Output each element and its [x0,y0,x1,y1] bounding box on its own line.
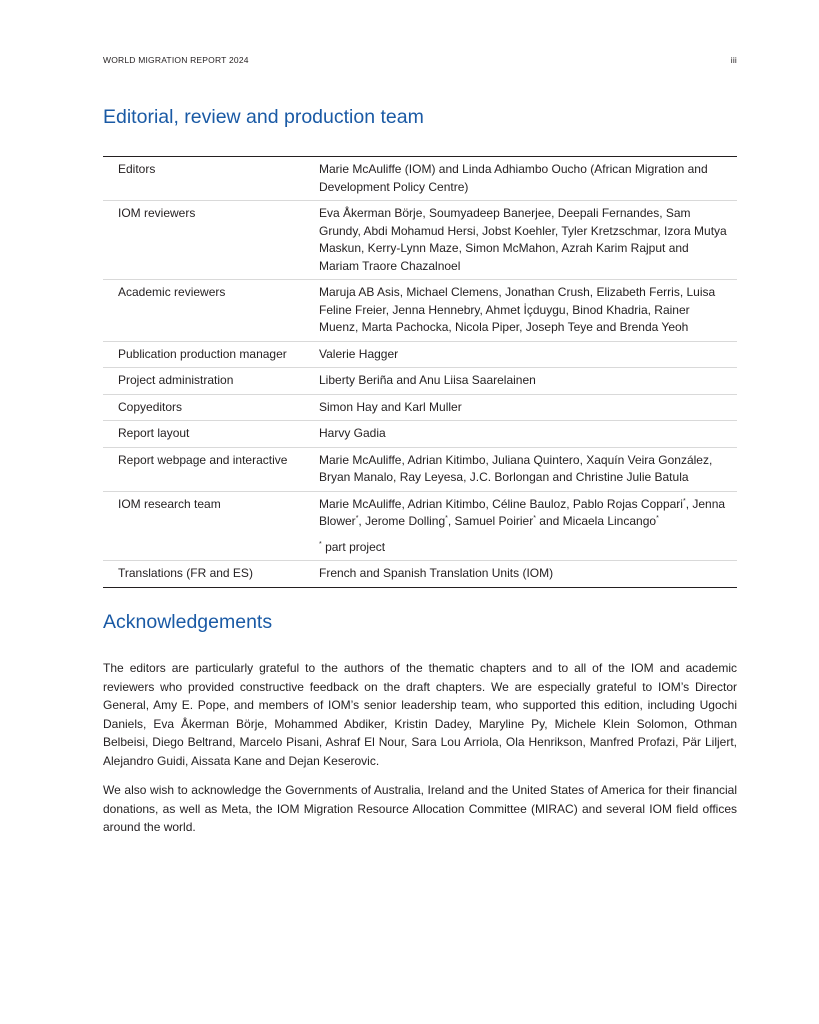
report-title: WORLD MIGRATION REPORT 2024 [103,55,249,65]
members-cell [319,491,737,561]
part-project-marker: * [682,497,686,505]
table-row [103,561,737,588]
team-section-title: Editorial, review and production team [103,106,424,128]
members-cell: Simon Hay and Karl Muller [319,394,737,421]
research-members-text: and Micaela Lincango [535,514,657,528]
research-members-text: , Jenna Blower [319,496,726,528]
research-members-text: , Jerome Dolling [358,514,446,528]
members-cell: Eva Åkerman Börje, Soumyadeep Banerjee, Deepali Fernandes, Sam Grundy, Abdi Mohamud Hersi, Jobst Koehler, Tyler Kretzschmar, Izora Mutya Maskun, Kerry-Lynn Maze, Simon McMahon, Azrah Karim Rajput and Mariam Traore Chazalnoel [319,201,737,280]
part-project-marker: * [656,515,659,522]
role-cell: Academic reviewers [103,280,319,342]
members-cell: French and Spanish Translation Units (IOM) [319,561,737,588]
role-cell: Editors [118,162,156,176]
part-project-marker: * [355,515,359,522]
table-row [103,394,737,421]
footnote-marker: * [319,540,322,548]
acknowledgements-paragraph: We also wish to acknowledge the Governments of Australia, Ireland and the United States of America for their financial donations, as well as Meta, the IOM Migration Resource Allocation Committee (MIRAC) and several IOM field offices around the world. [103,783,737,834]
table-row [103,421,737,448]
footnote [319,539,729,557]
table-row [103,341,737,368]
members-cell: Harvy Gadia [319,421,737,448]
table-row [103,201,737,280]
members-cell: Liberty Beriña and Anu Liisa Saarelainen [319,368,737,395]
research-members-text: Marie McAuliffe, Adrian Kitimbo, Céline Bauloz, Pablo Rojas Coppari [319,496,683,511]
table-row-research-team [103,491,737,561]
footnote-text: part project [325,539,386,554]
members-cell: Valerie Hagger [319,341,737,368]
table-row [103,280,737,342]
role-cell: Translations (FR and ES) [103,561,319,588]
members-cell: Maruja AB Asis, Michael Clemens, Jonathan Crush, Elizabeth Ferris, Luisa Feline Freier, Jenna Hennebry, Ahmet İçduygu, Binod Khadria, Rainer Muenz, Marta Pachocka, Nicola Piper, Joseph Teye and Brenda Yeoh [319,280,737,342]
role-cell: IOM research team [103,491,319,561]
acknowledgements-title: Acknowledgements [103,611,273,633]
role-cell: Report layout [103,421,319,448]
running-header [103,55,737,65]
page-number: iii [730,55,737,65]
table-row [103,368,737,395]
role-cell: Project administration [103,368,319,395]
role-cell: Report webpage and interactive [103,447,319,491]
table-row [103,157,737,201]
role-cell: Copyeditors [103,394,319,421]
part-project-marker: * [445,515,448,522]
part-project-marker: * [533,515,536,522]
research-members-text: , Samuel Poirier [447,514,534,528]
role-cell: IOM reviewers [103,201,319,280]
team-table [103,156,737,588]
members-cell: Marie McAuliffe (IOM) and Linda Adhiambo Oucho (African Migration and Development Policy Centre) [319,162,708,194]
members-cell: Marie McAuliffe, Adrian Kitimbo, Juliana Quintero, Xaquín Veira González, Bryan Manalo, Ray Leyesa, J.C. Borlongan and Christine Julie Batula [319,447,737,491]
acknowledgements-paragraph: The editors are particularly grateful to the authors of the thematic chapters and to all of the IOM and academic reviewers who provided constructive feedback on the draft chapters. We are especially grateful to IOM’s Director General, Amy E. Pope, and members of IOM’s senior leadership team, who supported this edition, including Ugochi Daniels, Eva Åkerman Börje, Mohammed Abdiker, Kristin Dadey, Maryline Py, Michele Klein Solomon, Othman Belbeisi, Diego Beltrand, Marcelo Pisani, Ashraf El Nour, Sara Lou Arriola, Ola Henrikson, Manfred Profazi, Pär Liljert, Alejandro Guidi, Aissata Kane and Dejan Keserovic. [103,661,737,768]
table-row [103,447,737,491]
role-cell: Publication production manager [103,341,319,368]
